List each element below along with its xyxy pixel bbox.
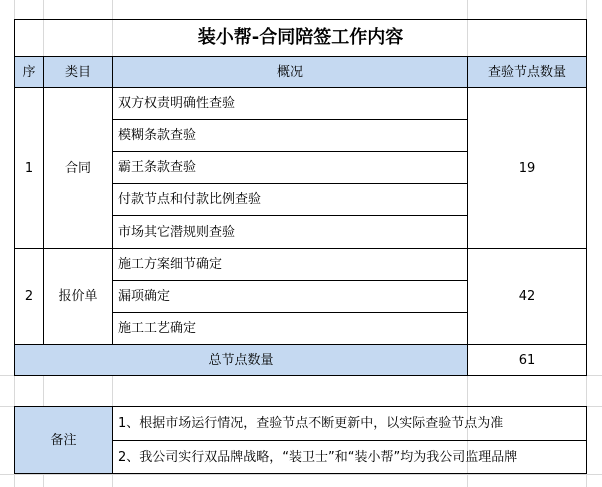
row-index: 2: [14, 248, 44, 345]
overview-item: 施工工艺确定: [112, 312, 468, 345]
notes-label: 备注: [14, 406, 113, 474]
page-title: 装小帮-合同陪签工作内容: [14, 19, 587, 57]
note-item: 2、我公司实行双品牌战略，“装卫士”和“装小帮”均为我公司监理品牌: [112, 440, 587, 474]
overview-item: 付款节点和付款比例查验: [112, 183, 468, 216]
row-index: 1: [14, 87, 44, 249]
note-item: 1、根据市场运行情况，查验节点不断更新中，以实际查验节点为准: [112, 406, 587, 441]
header-category: 类目: [43, 56, 113, 88]
node-count: 42: [467, 248, 587, 345]
overview-item: 漏项确定: [112, 280, 468, 313]
row-category: 报价单: [43, 248, 113, 345]
header-index: 序: [14, 56, 44, 88]
total-label: 总节点数量: [14, 344, 468, 376]
row-category: 合同: [43, 87, 113, 249]
overview-item: 施工方案细节确定: [112, 248, 468, 281]
overview-item: 霸王条款查验: [112, 151, 468, 184]
overview-item: 双方权责明确性查验: [112, 87, 468, 120]
total-value: 61: [467, 344, 587, 376]
gridline: [0, 474, 602, 475]
header-overview: 概况: [112, 56, 468, 88]
header-count: 查验节点数量: [467, 56, 587, 88]
overview-item: 市场其它潜规则查验: [112, 215, 468, 249]
node-count: 19: [467, 87, 587, 249]
overview-item: 模糊条款查验: [112, 119, 468, 152]
